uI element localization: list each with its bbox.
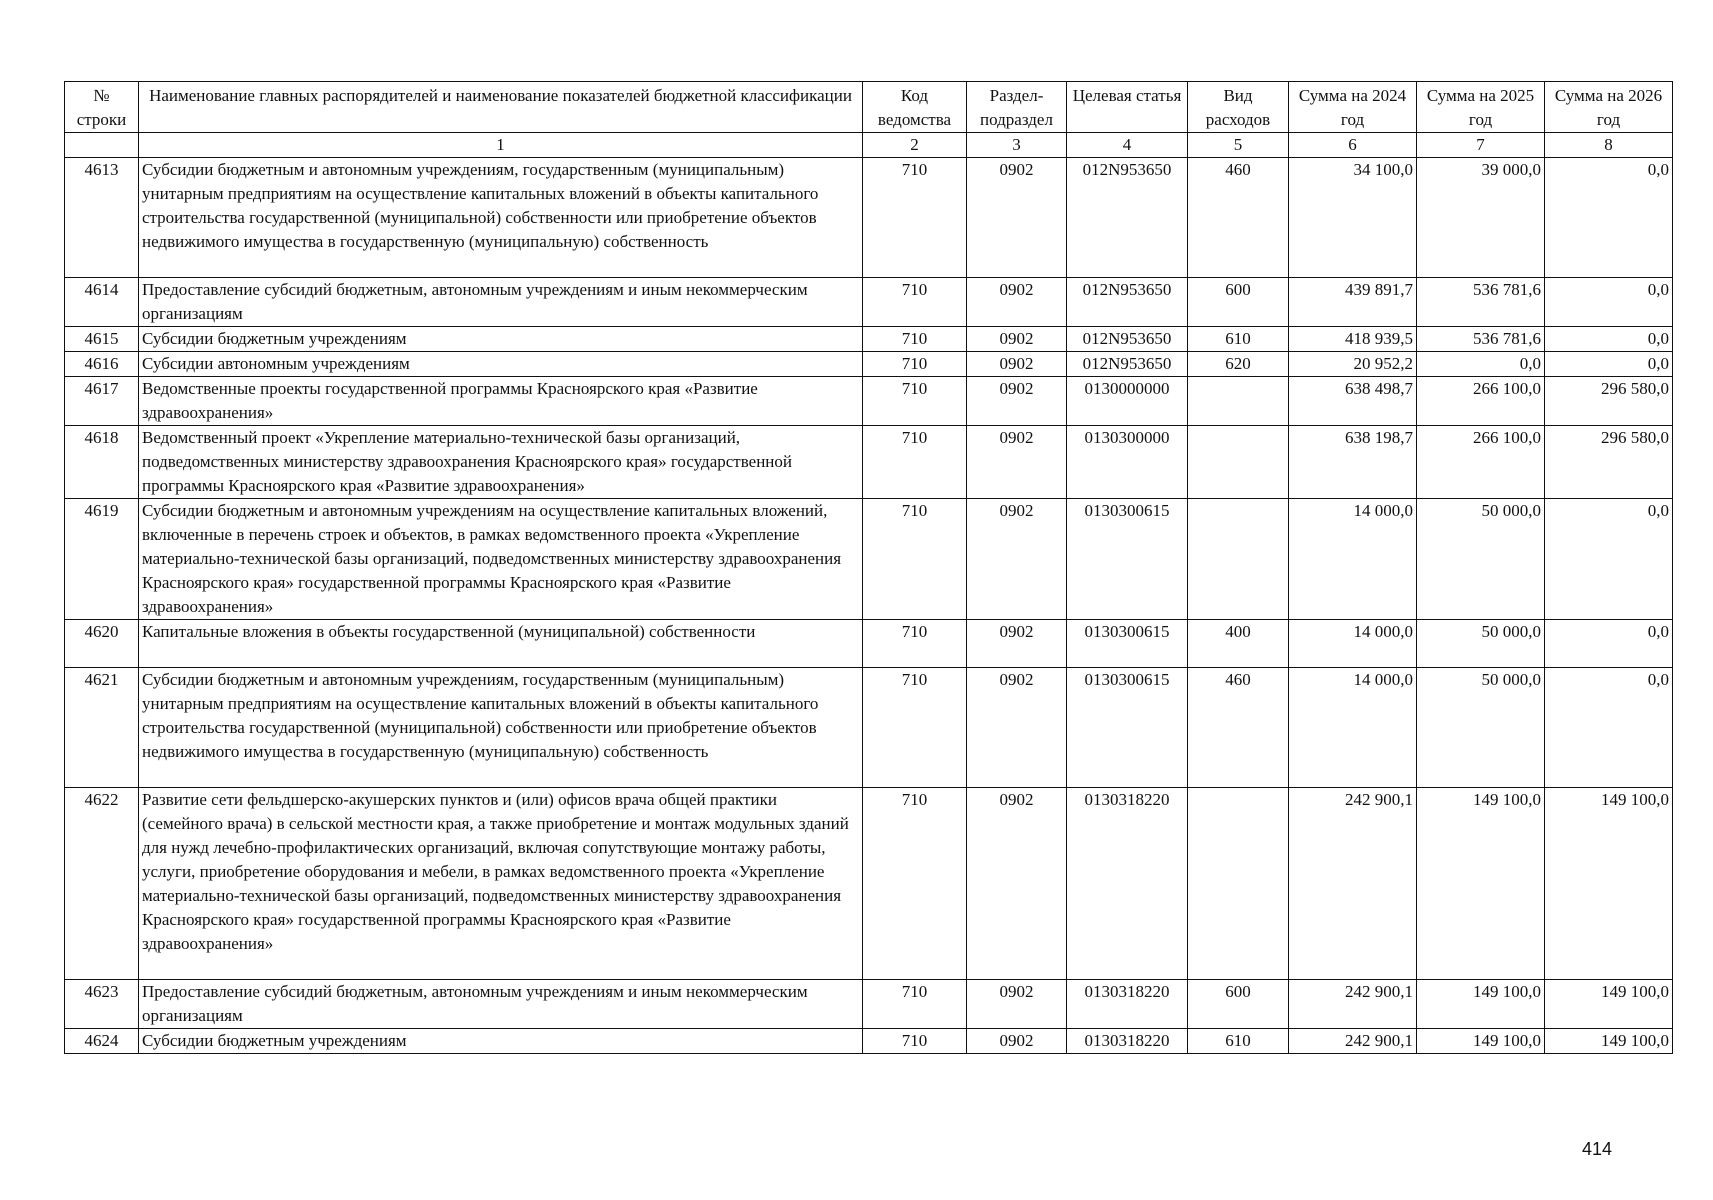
row-sum-2024: 242 900,1 [1289, 788, 1417, 980]
header-target: Целевая статья [1067, 82, 1188, 133]
row-name: Ведомственный проект «Укрепление материально-технической базы организаций, подведомственных министерству здравоохранения Красноярского края» государственной программы Красноярского края «Развитие здравоохранения» [139, 426, 863, 499]
row-number: 4622 [65, 788, 139, 980]
column-number: 2 [863, 133, 967, 158]
table-row [65, 668, 1673, 788]
table-header [65, 82, 1673, 158]
table-row [65, 278, 1673, 327]
row-sum-2025: 266 100,0 [1417, 377, 1545, 426]
row-sum-2025: 536 781,6 [1417, 278, 1545, 327]
row-name: Предоставление субсидий бюджетным, автономным учреждениям и иным некоммерческим организациям [139, 278, 863, 327]
header-row-no: № строки [65, 82, 139, 133]
row-number: 4619 [65, 499, 139, 620]
row-target: 0130300615 [1067, 620, 1188, 668]
header-expense-type: Вид расходов [1188, 82, 1289, 133]
row-dept-code: 710 [863, 499, 967, 620]
header-section: Раздел-подраздел [967, 82, 1067, 133]
table-row [65, 377, 1673, 426]
row-name: Субсидии бюджетным учреждениям [139, 327, 863, 352]
row-sum-2025: 0,0 [1417, 352, 1545, 377]
header-sum-2026: Сумма на 2026 год [1545, 82, 1673, 133]
row-sum-2024: 638 198,7 [1289, 426, 1417, 499]
row-target: 0130300000 [1067, 426, 1188, 499]
row-dept-code: 710 [863, 620, 967, 668]
row-section: 0902 [967, 980, 1067, 1029]
row-section: 0902 [967, 352, 1067, 377]
row-sum-2024: 439 891,7 [1289, 278, 1417, 327]
row-name: Предоставление субсидий бюджетным, автономным учреждениям и иным некоммерческим организациям [139, 980, 863, 1029]
column-number: 5 [1188, 133, 1289, 158]
row-target: 0130300615 [1067, 499, 1188, 620]
row-sum-2026: 0,0 [1545, 352, 1673, 377]
row-sum-2026: 0,0 [1545, 278, 1673, 327]
row-name: Субсидии бюджетным и автономным учреждениям, государственным (муниципальным) унитарным предприятиям на осуществление капитальных вложений в объекты капитального строительства государственной (муниципальной) собственности или приобретение объектов недвижимого имущества в государственную (муниципальную) собственность [139, 668, 863, 788]
row-sum-2024: 242 900,1 [1289, 980, 1417, 1029]
row-sum-2024: 418 939,5 [1289, 327, 1417, 352]
row-target: 012N953650 [1067, 352, 1188, 377]
row-dept-code: 710 [863, 158, 967, 278]
row-name: Развитие сети фельдшерско-акушерских пунктов и (или) офисов врача общей практики (семейного врача) в сельской местности края, а также приобретение и монтаж модульных зданий для нужд лечебно-профилактических организаций, включая сопутствующие монтажу работы, услуги, приобретение оборудования и мебели, в рамках ведомственного проекта «Укрепление материально-технической базы организаций, подведомственных министерству здравоохранения Красноярского края» государственной программы Красноярского края «Развитие здравоохранения» [139, 788, 863, 980]
row-sum-2024: 20 952,2 [1289, 352, 1417, 377]
column-number: 6 [1289, 133, 1417, 158]
row-expense-type: 610 [1188, 1029, 1289, 1054]
table-row [65, 352, 1673, 377]
row-expense-type [1188, 426, 1289, 499]
row-number: 4621 [65, 668, 139, 788]
row-number: 4620 [65, 620, 139, 668]
row-target: 012N953650 [1067, 327, 1188, 352]
row-section: 0902 [967, 426, 1067, 499]
row-name: Субсидии бюджетным и автономным учреждениям на осуществление капитальных вложений, включенные в перечень строек и объектов, в рамках ведомственного проекта «Укрепление материально-технической базы организаций, подведомственных министерству здравоохранения Красноярского края» государственной программы Красноярского края «Развитие здравоохранения» [139, 499, 863, 620]
row-dept-code: 710 [863, 327, 967, 352]
row-target: 0130318220 [1067, 1029, 1188, 1054]
row-sum-2025: 149 100,0 [1417, 1029, 1545, 1054]
row-section: 0902 [967, 499, 1067, 620]
table-row [65, 1029, 1673, 1054]
row-sum-2025: 39 000,0 [1417, 158, 1545, 278]
row-sum-2026: 0,0 [1545, 327, 1673, 352]
row-section: 0902 [967, 620, 1067, 668]
row-target: 0130000000 [1067, 377, 1188, 426]
row-name: Субсидии бюджетным и автономным учреждениям, государственным (муниципальным) унитарным предприятиям на осуществление капитальных вложений в объекты капитального строительства государственной (муниципальной) собственности или приобретение объектов недвижимого имущества в государственную (муниципальную) собственность [139, 158, 863, 278]
row-dept-code: 710 [863, 1029, 967, 1054]
row-sum-2025: 266 100,0 [1417, 426, 1545, 499]
row-sum-2024: 14 000,0 [1289, 668, 1417, 788]
row-sum-2025: 50 000,0 [1417, 668, 1545, 788]
header-sum-2025: Сумма на 2025 год [1417, 82, 1545, 133]
row-sum-2026: 149 100,0 [1545, 1029, 1673, 1054]
row-sum-2025: 50 000,0 [1417, 620, 1545, 668]
row-sum-2025: 536 781,6 [1417, 327, 1545, 352]
column-numbers-row [65, 133, 1673, 158]
row-expense-type: 620 [1188, 352, 1289, 377]
row-target: 0130300615 [1067, 668, 1188, 788]
header-dept-code: Код ведомства [863, 82, 967, 133]
row-number: 4618 [65, 426, 139, 499]
row-expense-type: 600 [1188, 278, 1289, 327]
row-sum-2026: 0,0 [1545, 499, 1673, 620]
row-sum-2025: 149 100,0 [1417, 788, 1545, 980]
row-sum-2026: 149 100,0 [1545, 788, 1673, 980]
row-target: 0130318220 [1067, 788, 1188, 980]
row-sum-2024: 14 000,0 [1289, 620, 1417, 668]
row-target: 012N953650 [1067, 278, 1188, 327]
row-section: 0902 [967, 668, 1067, 788]
row-name: Субсидии бюджетным учреждениям [139, 1029, 863, 1054]
column-number: 3 [967, 133, 1067, 158]
table-body [65, 158, 1673, 1054]
row-expense-type: 610 [1188, 327, 1289, 352]
row-sum-2026: 296 580,0 [1545, 377, 1673, 426]
column-number [65, 133, 139, 158]
row-section: 0902 [967, 377, 1067, 426]
row-dept-code: 710 [863, 668, 967, 788]
row-number: 4617 [65, 377, 139, 426]
page-number: 414 [1582, 1139, 1613, 1159]
table-row [65, 980, 1673, 1029]
row-sum-2026: 296 580,0 [1545, 426, 1673, 499]
row-sum-2024: 638 498,7 [1289, 377, 1417, 426]
row-expense-type [1188, 499, 1289, 620]
row-sum-2024: 242 900,1 [1289, 1029, 1417, 1054]
row-dept-code: 710 [863, 278, 967, 327]
row-sum-2024: 34 100,0 [1289, 158, 1417, 278]
row-number: 4624 [65, 1029, 139, 1054]
row-number: 4613 [65, 158, 139, 278]
row-expense-type [1188, 377, 1289, 426]
table-row [65, 788, 1673, 980]
table-row [65, 426, 1673, 499]
row-dept-code: 710 [863, 788, 967, 980]
row-number: 4615 [65, 327, 139, 352]
row-dept-code: 710 [863, 426, 967, 499]
row-section: 0902 [967, 1029, 1067, 1054]
row-dept-code: 710 [863, 352, 967, 377]
row-expense-type [1188, 788, 1289, 980]
table-row [65, 620, 1673, 668]
row-sum-2026: 0,0 [1545, 620, 1673, 668]
row-expense-type: 600 [1188, 980, 1289, 1029]
row-section: 0902 [967, 788, 1067, 980]
row-section: 0902 [967, 327, 1067, 352]
row-expense-type: 460 [1188, 668, 1289, 788]
row-sum-2026: 149 100,0 [1545, 980, 1673, 1029]
row-expense-type: 400 [1188, 620, 1289, 668]
column-number: 1 [139, 133, 863, 158]
row-sum-2025: 149 100,0 [1417, 980, 1545, 1029]
row-dept-code: 710 [863, 377, 967, 426]
row-sum-2024: 14 000,0 [1289, 499, 1417, 620]
column-number: 4 [1067, 133, 1188, 158]
row-name: Капитальные вложения в объекты государственной (муниципальной) собственности [139, 620, 863, 668]
row-section: 0902 [967, 158, 1067, 278]
budget-table [64, 81, 1673, 1054]
header-sum-2024: Сумма на 2024 год [1289, 82, 1417, 133]
row-sum-2025: 50 000,0 [1417, 499, 1545, 620]
row-section: 0902 [967, 278, 1067, 327]
row-number: 4614 [65, 278, 139, 327]
row-sum-2026: 0,0 [1545, 668, 1673, 788]
row-expense-type: 460 [1188, 158, 1289, 278]
row-target: 012N953650 [1067, 158, 1188, 278]
column-number: 8 [1545, 133, 1673, 158]
table-row [65, 158, 1673, 278]
row-name: Ведомственные проекты государственной программы Красноярского края «Развитие здравоохранения» [139, 377, 863, 426]
row-dept-code: 710 [863, 980, 967, 1029]
row-sum-2026: 0,0 [1545, 158, 1673, 278]
table-row [65, 499, 1673, 620]
header-name: Наименование главных распорядителей и наименование показателей бюджетной классификации [139, 82, 863, 133]
table-row [65, 327, 1673, 352]
row-target: 0130318220 [1067, 980, 1188, 1029]
row-number: 4616 [65, 352, 139, 377]
column-number: 7 [1417, 133, 1545, 158]
row-name: Субсидии автономным учреждениям [139, 352, 863, 377]
row-number: 4623 [65, 980, 139, 1029]
